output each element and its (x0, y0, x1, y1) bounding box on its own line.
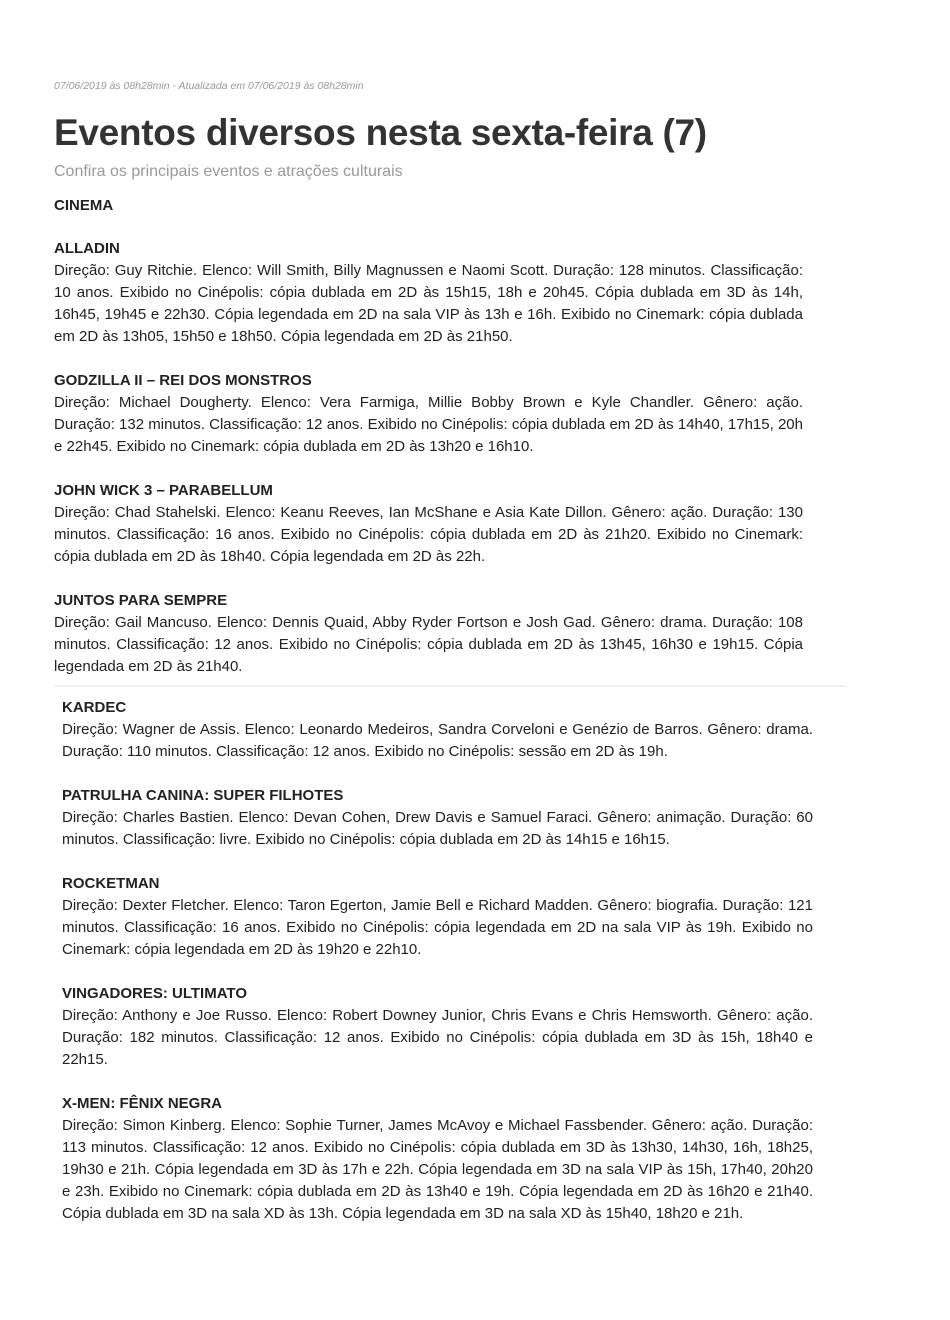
movie-entry (62, 1093, 813, 1225)
movie-description: Direção: Anthony e Joe Russo. Elenco: Robert Downey Junior, Chris Evans e Chris Hemsworth. Gênero: ação. Duração: 182 minutos. Classificação: 12 anos. Exibido no Cinépolis: cópia dublada em 3D às 15h, 18h40 e 22h15. (62, 1007, 813, 1068)
movie-title: JUNTOS PARA SEMPRE (54, 592, 228, 609)
movie-list-1 (54, 238, 803, 700)
movie-description: Direção: Charles Bastien. Elenco: Devan Cohen, Drew Davis e Samuel Faraci. Gênero: animação. Duração: 60 minutos. Classificação: livre. Exibido no Cinépolis: cópia dublada em 2D às 14h15 e 16h15. (62, 809, 813, 848)
section-heading: CINEMA (54, 197, 114, 214)
movie-entry (54, 590, 803, 678)
movie-list-2 (62, 697, 813, 1247)
movie-description: Direção: Wagner de Assis. Elenco: Leonardo Medeiros, Sandra Corveloni e Genézio de Barros. Gênero: drama. Duração: 110 minutos. Classificação: 12 anos. Exibido no Cinépolis: sessão em 2D às 19h. (62, 721, 813, 760)
movie-title: KARDEC (62, 699, 127, 716)
publish-date: 07/06/2019 às 08h28min - Atualizada em 07/06/2019 às 08h28min (54, 80, 364, 92)
movie-title: VINGADORES: ULTIMATO (62, 985, 247, 1002)
movie-entry (62, 983, 813, 1071)
movie-description: Direção: Guy Ritchie. Elenco: Will Smith, Billy Magnussen e Naomi Scott. Duração: 128 minutos. Classificação: 10 anos. Exibido no Cinépolis: cópia dublada em 2D às 15h15, 18h e 20h45. Cópia dublada em 3D às 14h, 16h45, 19h45 e 22h30. Cópia legendada em 2D na sala VIP às 13h e 16h. Exibido no Cinemark: cópia dublada em 2D às 13h05, 15h50 e 18h50. Cópia legendada em 2D às 21h50. (54, 262, 803, 345)
movie-title: JOHN WICK 3 – PARABELLUM (54, 482, 273, 499)
movie-description: Direção: Gail Mancuso. Elenco: Dennis Quaid, Abby Ryder Fortson e Josh Gad. Gênero: drama. Duração: 108 minutos. Classificação: 12 anos. Exibido no Cinépolis: cópia dublada em 2D às 13h45, 16h30 e 19h15. Cópia legendada em 2D às 21h40. (54, 614, 803, 675)
movie-title: X-MEN: FÊNIX NEGRA (62, 1095, 223, 1112)
movie-description: Direção: Michael Dougherty. Elenco: Vera Farmiga, Millie Bobby Brown e Kyle Chandler. Gênero: ação. Duração: 132 minutos. Classificação: 12 anos. Exibido no Cinépolis: cópia dublada em 2D às 14h40, 17h15, 20h e 22h45. Exibido no Cinemark: cópia dublada em 2D às 13h20 e 16h10. (54, 394, 803, 455)
movie-entry (62, 873, 813, 961)
movie-entry (62, 785, 813, 851)
divider (54, 685, 846, 687)
movie-description: Direção: Dexter Fletcher. Elenco: Taron Egerton, Jamie Bell e Richard Madden. Gênero: biografia. Duração: 121 minutos. Classificação: 16 anos. Exibido no Cinépolis: cópia legendada em 2D na sala VIP às 19h. Exibido no Cinemark: cópia legendada em 2D às 19h20 e 22h10. (62, 897, 813, 958)
movie-title: ROCKETMAN (62, 875, 160, 892)
movie-description: Direção: Chad Stahelski. Elenco: Keanu Reeves, Ian McShane e Asia Kate Dillon. Gênero: ação. Duração: 130 minutos. Classificação: 16 anos. Exibido no Cinépolis: cópia dublada em 2D às 21h20. Exibido no Cinemark: cópia dublada em 2D às 18h40. Cópia legendada em 2D às 22h. (54, 504, 803, 565)
movie-entry (54, 480, 803, 568)
movie-title: PATRULHA CANINA: SUPER FILHOTES (62, 787, 344, 804)
movie-description: Direção: Simon Kinberg. Elenco: Sophie Turner, James McAvoy e Michael Fassbender. Gênero: ação. Duração: 113 minutos. Classificação: 12 anos. Exibido no Cinépolis: cópia dublada em 3D às 13h30, 14h30, 16h, 18h25, 19h30 e 21h. Cópia legendada em 3D às 17h e 22h. Cópia legendada em 3D na sala VIP às 15h, 17h40, 20h20 e 23h. Exibido no Cinemark: cópia dublada em 2D às 13h40 e 19h. Cópia legendada em 2D às 16h20 e 21h40. Cópia dublada em 3D na sala XD às 13h. Cópia legendada em 3D na sala XD às 15h40, 18h20 e 21h. (62, 1117, 813, 1222)
movie-entry (62, 697, 813, 763)
movie-entry (54, 370, 803, 458)
page-title: Eventos diversos nesta sexta-feira (7) (54, 112, 707, 153)
movie-entry (54, 238, 803, 348)
movie-title: GODZILLA II – REI DOS MONSTROS (54, 372, 312, 389)
movie-title: ALLADIN (54, 240, 120, 257)
page-subtitle: Confira os principais eventos e atrações culturais (54, 163, 403, 180)
